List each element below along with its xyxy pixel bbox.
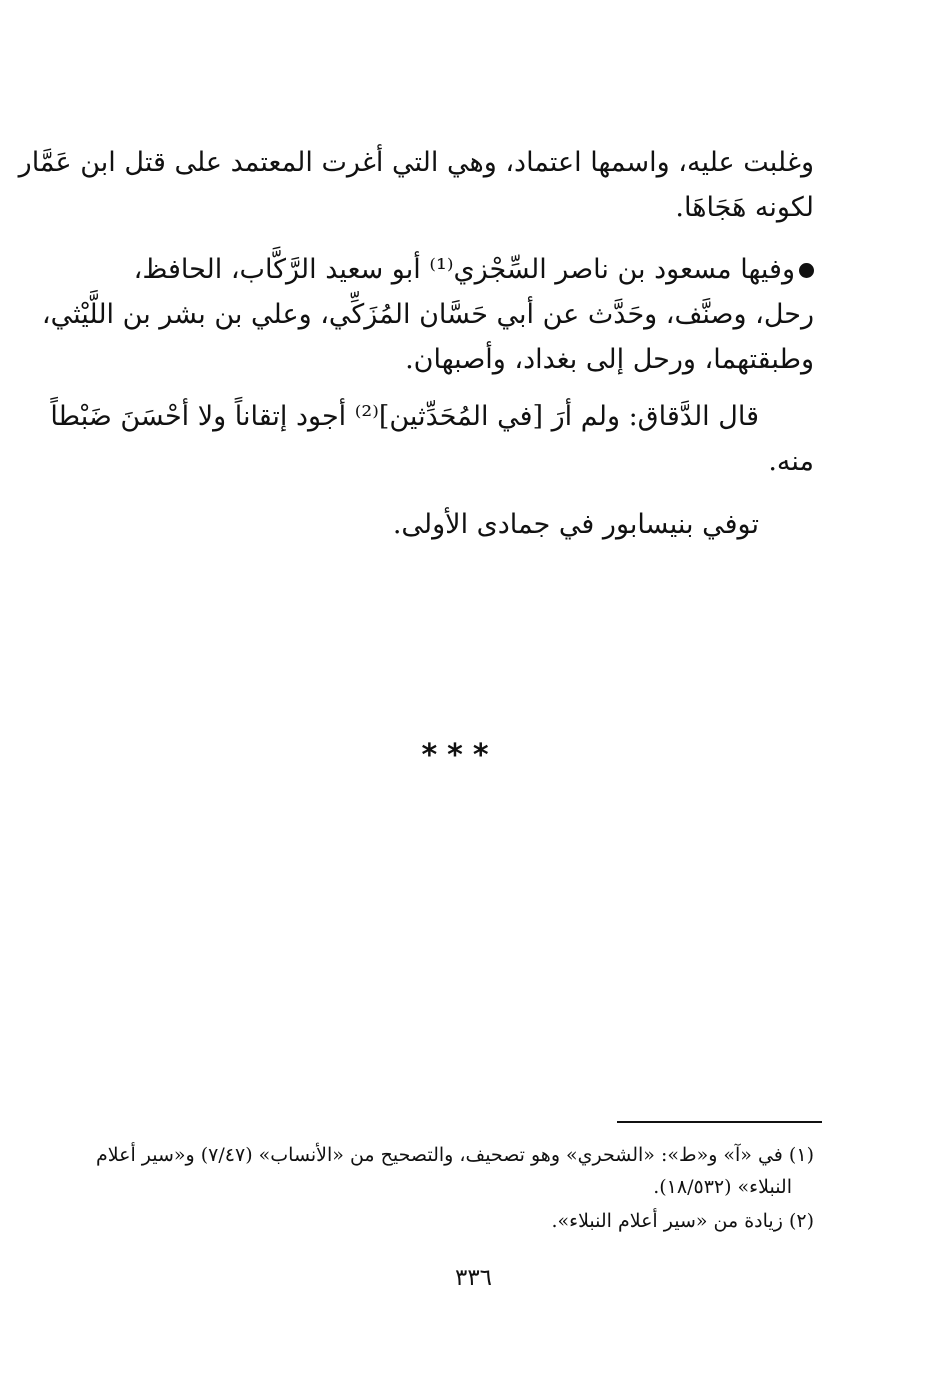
footnote-divider xyxy=(617,1121,822,1123)
section-separator: *** xyxy=(421,738,499,773)
footnote-2-line-1: (٢) زيادة من «سير أعلام النبلاء». xyxy=(551,1210,814,1232)
paragraph-4-line-1: توفي بنيسابور في جمادى الأولى. xyxy=(392,509,759,540)
paragraph-3-line-1: قال الدَّقاق: ولم أرَ [في المُحَدِّثين]⁽²⁾ أجود إتقاناً ولا أحْسَنَ ضَبْطاً xyxy=(50,401,759,432)
paragraph-3-line-2: منه. xyxy=(768,446,814,477)
paragraph-2-line-1 xyxy=(134,250,814,290)
paragraph-1-line-2: لكونه هَجَاهَا. xyxy=(675,192,814,223)
paragraph-2-line-3: وطبقتهما، ورحل إلى بغداد، وأصبهان. xyxy=(405,344,814,375)
footnote-1-line-2: النبلاء» (١٨/٥٣٢). xyxy=(653,1176,792,1198)
paragraph-1-line-1: وغلبت عليه، واسمها اعتماد، وهي التي أغرت المعتمد على قتل ابن عَمَّار xyxy=(18,147,814,178)
page-number: ٣٣٦ xyxy=(454,1265,493,1291)
footnote-1-line-1: (١) في «آ» و«ط»: «الشحري» وهو تصحيف، والتصحيح من «الأنساب» (٧/٤٧) و«سير أعلام xyxy=(96,1144,814,1166)
paragraph-2-line-1-text: وفيها مسعود بن ناصر السِّجْزي⁽¹⁾ أبو سعيد الرَّكَّاب، الحافظ، xyxy=(133,254,795,285)
bullet-icon xyxy=(799,263,814,278)
paragraph-2-line-2: رحل، وصنَّف، وحَدَّث عن أبي حَسَّان المُزَكِّي، وعلي بن بشر بن اللَّيْثي، xyxy=(41,299,814,330)
